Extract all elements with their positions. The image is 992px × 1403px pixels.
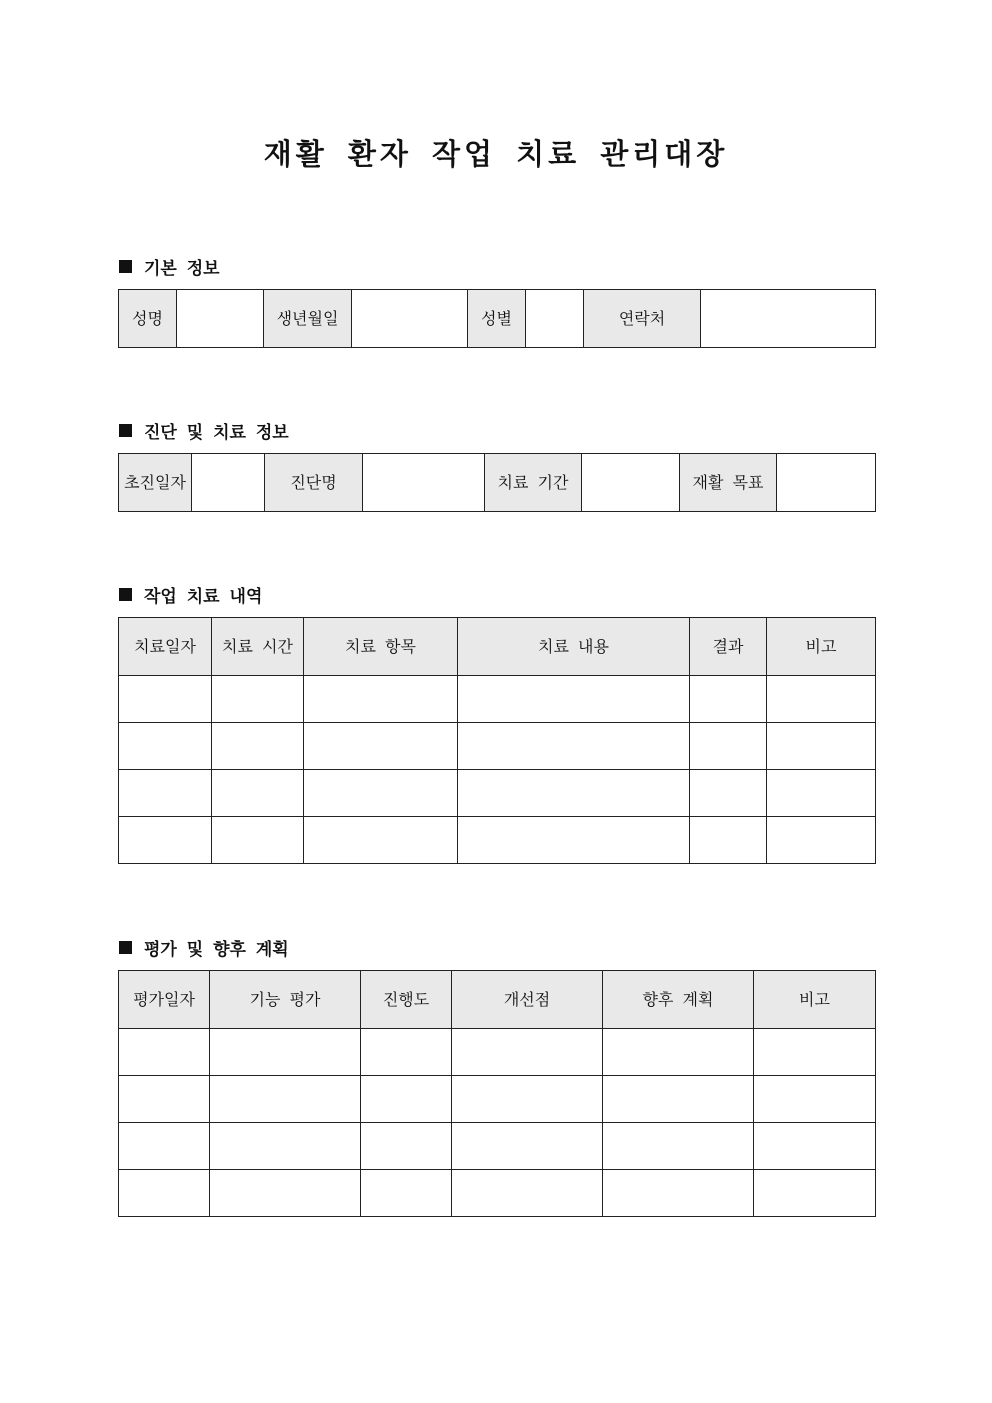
first-visit-field[interactable] (192, 454, 265, 512)
column-header: 개선점 (452, 971, 603, 1029)
table-cell[interactable] (212, 817, 304, 864)
table-cell[interactable] (304, 723, 458, 770)
column-header: 치료 내용 (458, 618, 690, 676)
table-cell[interactable] (304, 676, 458, 723)
name-field[interactable] (177, 290, 264, 348)
name-label: 성명 (119, 290, 177, 348)
table-row (119, 723, 876, 770)
basic-info-table (118, 289, 876, 348)
table-cell[interactable] (119, 1029, 210, 1076)
table-cell[interactable] (458, 817, 690, 864)
table-cell[interactable] (767, 723, 876, 770)
table-cell[interactable] (304, 817, 458, 864)
table-cell[interactable] (119, 723, 212, 770)
gender-field[interactable] (526, 290, 584, 348)
table-cell[interactable] (458, 770, 690, 817)
therapy-log-table (118, 617, 876, 864)
table-cell[interactable] (119, 1123, 210, 1170)
table-cell[interactable] (212, 676, 304, 723)
treatment-period-label: 치료 기간 (485, 454, 582, 512)
square-bullet-icon (119, 588, 132, 601)
rehab-goal-field[interactable] (777, 454, 876, 512)
table-row (119, 676, 876, 723)
section-heading-text: 작업 치료 내역 (144, 587, 263, 607)
evaluation-table (118, 970, 876, 1217)
table-row (119, 1029, 876, 1076)
table-cell[interactable] (754, 1076, 876, 1123)
table-cell[interactable] (361, 1076, 452, 1123)
gender-label: 성별 (468, 290, 526, 348)
square-bullet-icon (119, 941, 132, 954)
table-cell[interactable] (603, 1170, 754, 1217)
table-cell[interactable] (119, 676, 212, 723)
rehab-goal-label: 재활 목표 (680, 454, 777, 512)
table-cell[interactable] (690, 770, 767, 817)
table-cell[interactable] (361, 1170, 452, 1217)
first-visit-label: 초진일자 (119, 454, 192, 512)
column-header: 비고 (754, 971, 876, 1029)
section-heading-basic-info (119, 254, 220, 279)
section-heading-text: 진단 및 치료 정보 (144, 423, 289, 443)
section-heading-therapy-log (119, 582, 262, 607)
column-header: 치료일자 (119, 618, 212, 676)
section-heading-text: 평가 및 향후 계획 (144, 940, 289, 960)
section-heading-text: 기본 정보 (144, 259, 220, 279)
column-header: 향후 계획 (603, 971, 754, 1029)
column-header: 진행도 (361, 971, 452, 1029)
table-cell[interactable] (754, 1170, 876, 1217)
table-cell[interactable] (603, 1076, 754, 1123)
table-cell[interactable] (210, 1029, 361, 1076)
table-cell[interactable] (458, 676, 690, 723)
table-cell[interactable] (210, 1170, 361, 1217)
column-header: 치료 항목 (304, 618, 458, 676)
section-heading-evaluation (119, 935, 289, 960)
table-row (119, 1076, 876, 1123)
table-cell[interactable] (603, 1029, 754, 1076)
table-row (119, 770, 876, 817)
table-cell[interactable] (690, 723, 767, 770)
table-cell[interactable] (458, 723, 690, 770)
table-cell[interactable] (603, 1123, 754, 1170)
table-cell[interactable] (119, 1170, 210, 1217)
table-cell[interactable] (119, 817, 212, 864)
table-cell[interactable] (767, 770, 876, 817)
table-cell[interactable] (210, 1123, 361, 1170)
table-row (119, 1170, 876, 1217)
table-cell[interactable] (767, 676, 876, 723)
birthdate-label: 생년월일 (264, 290, 352, 348)
table-row (119, 817, 876, 864)
table-cell[interactable] (210, 1076, 361, 1123)
column-header: 평가일자 (119, 971, 210, 1029)
table-cell[interactable] (452, 1076, 603, 1123)
section-heading-diagnosis (119, 418, 289, 443)
table-cell[interactable] (754, 1123, 876, 1170)
table-cell[interactable] (452, 1123, 603, 1170)
table-cell[interactable] (361, 1029, 452, 1076)
column-header: 치료 시간 (212, 618, 304, 676)
contact-label: 연락처 (584, 290, 701, 348)
table-cell[interactable] (452, 1170, 603, 1217)
table-cell[interactable] (212, 770, 304, 817)
column-header: 결과 (690, 618, 767, 676)
table-row (119, 1123, 876, 1170)
table-cell[interactable] (754, 1029, 876, 1076)
table-cell[interactable] (767, 817, 876, 864)
diagnosis-name-field[interactable] (363, 454, 485, 512)
square-bullet-icon (119, 424, 132, 437)
table-cell[interactable] (212, 723, 304, 770)
column-header: 비고 (767, 618, 876, 676)
table-cell[interactable] (304, 770, 458, 817)
table-cell[interactable] (690, 676, 767, 723)
birthdate-field[interactable] (352, 290, 468, 348)
table-cell[interactable] (452, 1029, 603, 1076)
diagnosis-name-label: 진단명 (265, 454, 363, 512)
table-cell[interactable] (119, 1076, 210, 1123)
table-cell[interactable] (690, 817, 767, 864)
table-cell[interactable] (119, 770, 212, 817)
column-header: 기능 평가 (210, 971, 361, 1029)
treatment-period-field[interactable] (582, 454, 680, 512)
square-bullet-icon (119, 260, 132, 273)
page-title: 재활 환자 작업 치료 관리대장 (263, 137, 729, 171)
contact-field[interactable] (701, 290, 876, 348)
table-cell[interactable] (361, 1123, 452, 1170)
diagnosis-table (118, 453, 876, 512)
